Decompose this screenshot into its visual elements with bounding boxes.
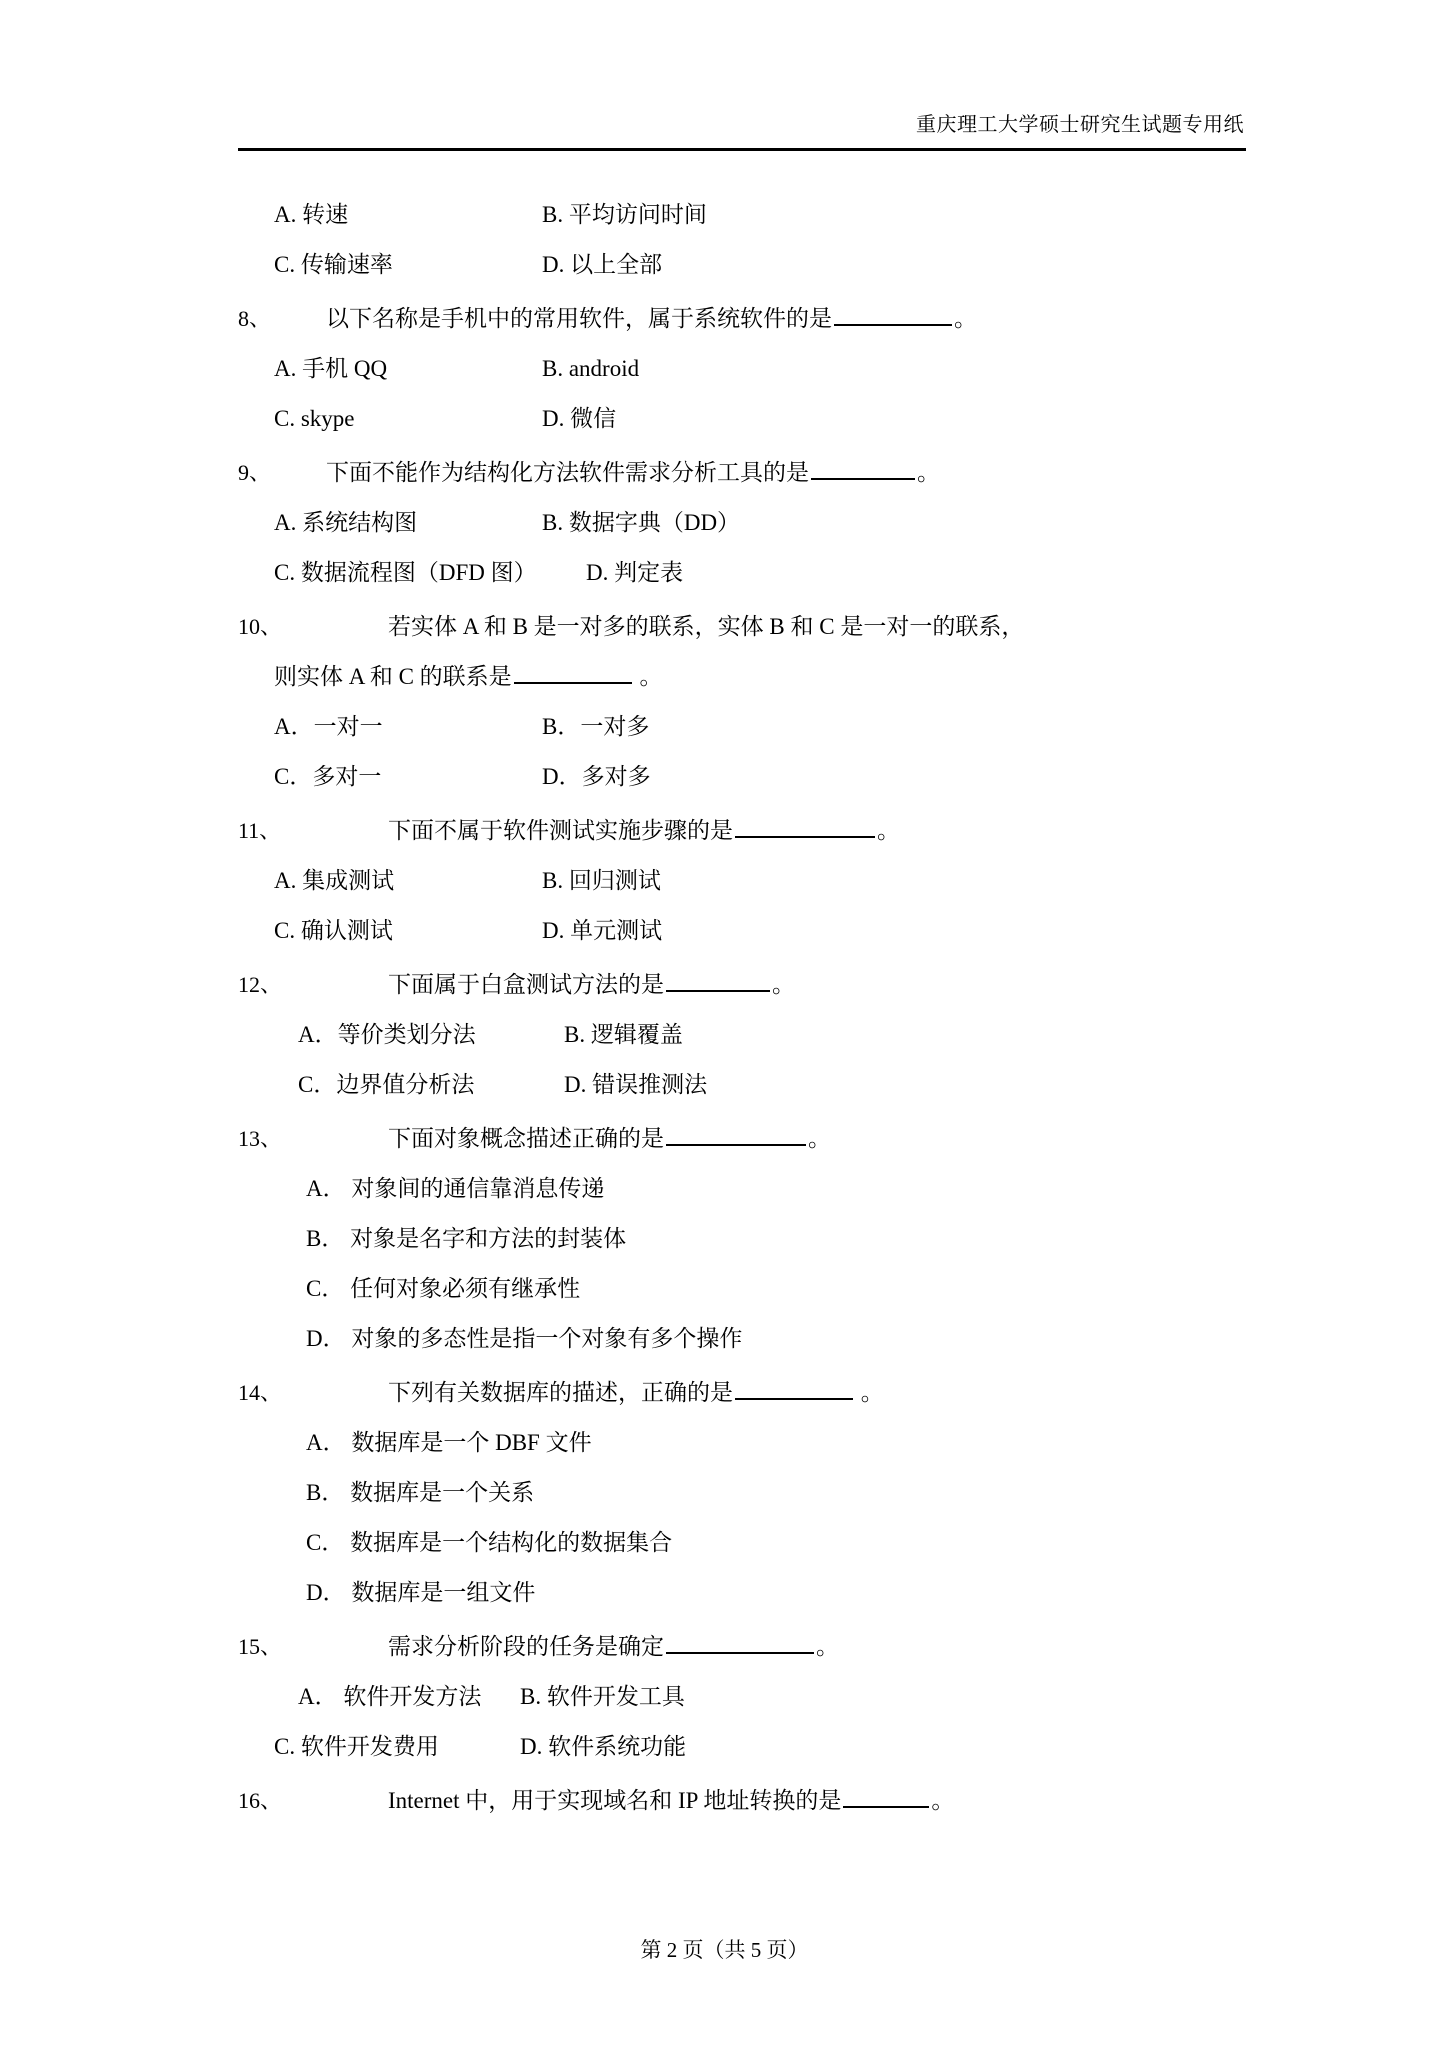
stem-suffix: 。 [954, 306, 977, 331]
option-b: B．一对多 [542, 714, 650, 739]
stem-suffix: 。 [931, 1788, 955, 1813]
option-d: D． 数据库是一组文件 [306, 1580, 536, 1605]
option-row [238, 344, 1248, 394]
question-number: 14、 [238, 1380, 283, 1405]
stem-text: 下列有关数据库的描述，正确的是 [388, 1380, 733, 1405]
option-d: D. 软件系统功能 [520, 1734, 687, 1759]
answer-blank[interactable] [735, 812, 875, 838]
question-block [238, 1776, 1248, 1826]
question-number: 10、 [238, 614, 283, 639]
answer-blank[interactable] [666, 966, 770, 992]
question-stem [238, 1622, 1248, 1672]
stem-suffix: 。 [816, 1634, 839, 1659]
question-stem [238, 806, 1248, 856]
stem-text: 下面对象概念描述正确的是 [388, 1126, 664, 1151]
question-block [238, 190, 1248, 290]
option-b: B. 数据字典（DD） [542, 510, 741, 535]
question-stem [238, 602, 1248, 652]
option-c: C. 软件开发费用 [274, 1734, 439, 1759]
page-header [0, 108, 1449, 137]
question-stem [238, 1114, 1248, 1164]
question-number: 8、 [238, 306, 272, 331]
question-stem [238, 1368, 1248, 1418]
option-c: C．边界值分析法 [298, 1072, 475, 1097]
option-c: C． 任何对象必须有继承性 [306, 1276, 581, 1301]
option-a: A． 对象间的通信靠消息传递 [306, 1176, 605, 1201]
option-row [238, 394, 1248, 444]
option-d: D．多对多 [542, 764, 651, 789]
question-block [238, 294, 1248, 444]
option-row [238, 702, 1248, 752]
stem-suffix: 。 [860, 1380, 884, 1405]
stem-text: Internet 中，用于实现域名和 IP 地址转换的是 [388, 1788, 842, 1813]
question-text [326, 294, 1248, 344]
question-list [238, 190, 1248, 1830]
option-c: C. 传输速率 [274, 252, 393, 277]
stem-suffix: 。 [808, 1126, 831, 1151]
option-d: D. 单元测试 [542, 918, 663, 943]
question-stem-line2 [238, 652, 1248, 702]
option-a: A. 转速 [274, 202, 349, 227]
question-text [326, 806, 1248, 856]
question-number: 16、 [238, 1788, 283, 1813]
option-a: A. 集成测试 [274, 868, 395, 893]
option-row [238, 190, 1248, 240]
option-row [238, 240, 1248, 290]
stem-text: 下面不属于软件测试实施步骤的是 [388, 818, 733, 843]
page-footer [0, 1934, 1449, 1964]
option-b: B. 逻辑覆盖 [564, 1022, 683, 1047]
header-divider [238, 148, 1246, 151]
question-text: 若实体 A 和 B 是一对多的联系，实体 B 和 C 是一对一的联系， [388, 614, 1025, 639]
option-a: A．等价类划分法 [298, 1022, 476, 1047]
answer-blank[interactable] [811, 454, 915, 480]
option-row [238, 1722, 1248, 1772]
option-d: D. 判定表 [586, 560, 684, 585]
option-c: C. skype [274, 406, 355, 431]
option-c: C． 数据库是一个结构化的数据集合 [306, 1530, 673, 1555]
option-row [238, 1060, 1248, 1110]
question-block [238, 1622, 1248, 1772]
option-a: A． 软件开发方法 [298, 1684, 482, 1709]
option-row [238, 906, 1248, 956]
stem-suffix: 。 [917, 460, 940, 485]
question-text [326, 960, 1248, 1010]
question-stem [238, 448, 1248, 498]
option-row [238, 548, 1248, 598]
answer-blank[interactable] [514, 658, 632, 684]
option-c: C．多对一 [274, 764, 382, 789]
question-block [238, 602, 1248, 802]
answer-blank[interactable] [666, 1628, 814, 1654]
option-b: B． 数据库是一个关系 [306, 1480, 535, 1505]
question-text [326, 1114, 1248, 1164]
question-number: 11、 [238, 818, 282, 843]
stem-suffix: 。 [639, 664, 663, 689]
option-row [238, 1672, 1248, 1722]
question-block [238, 806, 1248, 956]
question-block [238, 448, 1248, 598]
question-block [238, 960, 1248, 1110]
answer-blank[interactable] [735, 1374, 853, 1400]
option-b: B． 对象是名字和方法的封装体 [306, 1226, 627, 1251]
question-block [238, 1368, 1248, 1618]
question-number: 15、 [238, 1634, 283, 1659]
question-stem [238, 294, 1248, 344]
option-d: D． 对象的多态性是指一个对象有多个操作 [306, 1326, 743, 1351]
option-a: A． 数据库是一个 DBF 文件 [306, 1430, 592, 1455]
stem-text: 则实体 A 和 C 的联系是 [274, 664, 512, 689]
option-row [238, 498, 1248, 548]
answer-blank[interactable] [666, 1120, 806, 1146]
stem-suffix: 。 [877, 818, 900, 843]
option-row [238, 752, 1248, 802]
option-d: D. 错误推测法 [564, 1072, 708, 1097]
option-b: B. 平均访问时间 [542, 202, 707, 227]
question-text [326, 448, 1248, 498]
option-a: A．一对一 [274, 714, 383, 739]
stem-text: 需求分析阶段的任务是确定 [388, 1634, 664, 1659]
stem-text: 下面不能作为结构化方法软件需求分析工具的是 [326, 460, 809, 485]
option-b: B. android [542, 356, 640, 381]
question-number: 13、 [238, 1126, 283, 1151]
question-text [326, 1368, 1248, 1418]
question-number: 9、 [238, 460, 272, 485]
option-row [238, 856, 1248, 906]
option-d: D. 微信 [542, 406, 617, 431]
question-stem [238, 1776, 1248, 1826]
question-number: 12、 [238, 972, 283, 997]
answer-blank[interactable] [834, 300, 952, 326]
question-text [326, 1622, 1248, 1672]
option-b: B. 软件开发工具 [520, 1684, 685, 1709]
option-c: C. 确认测试 [274, 918, 393, 943]
option-c: C. 数据流程图（DFD 图） [274, 560, 537, 585]
stem-text: 以下名称是手机中的常用软件，属于系统软件的是 [326, 306, 832, 331]
question-block [238, 1114, 1248, 1364]
option-d: D. 以上全部 [542, 252, 663, 277]
option-b: B. 回归测试 [542, 868, 661, 893]
option-a: A. 手机 QQ [274, 356, 388, 381]
stem-suffix: 。 [772, 972, 795, 997]
option-row [238, 1010, 1248, 1060]
page-number: 第 2 页（共 5 页） [640, 1938, 809, 1962]
header-title: 重庆理工大学硕士研究生试题专用纸 [916, 114, 1244, 136]
answer-blank[interactable] [843, 1782, 929, 1808]
question-text [326, 1776, 1248, 1826]
stem-text: 下面属于白盒测试方法的是 [388, 972, 664, 997]
option-a: A. 系统结构图 [274, 510, 418, 535]
question-stem [238, 960, 1248, 1010]
